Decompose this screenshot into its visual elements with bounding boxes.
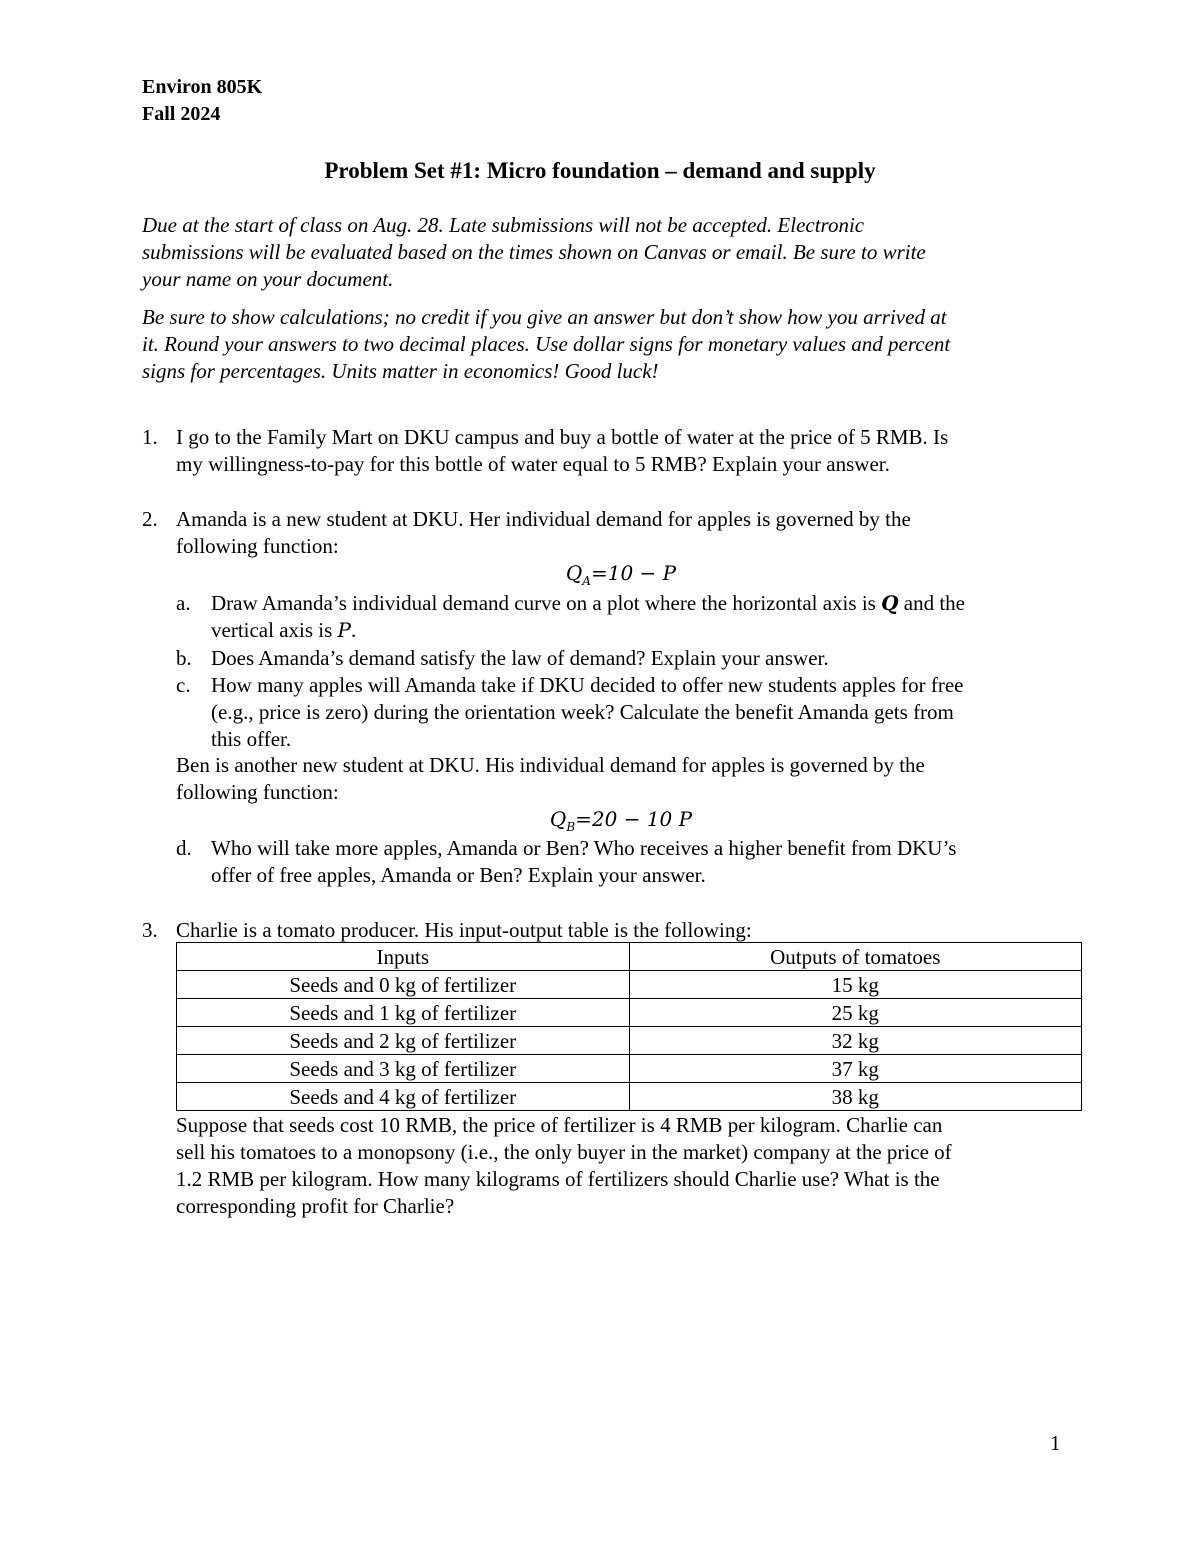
text-line: corresponding profit for Charlie?	[176, 1194, 455, 1218]
text-line: this offer.	[211, 727, 292, 751]
instructions-para-1	[142, 212, 1062, 293]
text-span: vertical axis is	[211, 618, 333, 642]
text-line: sell his tomatoes to a monopsony (i.e., the only buyer in the market) company at the price of	[176, 1140, 952, 1164]
table-header-row	[177, 943, 1082, 971]
text-line: 1.2 RMB per kilogram. How many kilograms of fertilizers should Charlie use? What is the	[176, 1167, 940, 1191]
subquestion-label: d.	[176, 836, 192, 860]
input-output-table	[176, 942, 1082, 1111]
table-row	[177, 999, 1082, 1027]
question-number: 3.	[142, 918, 158, 942]
subquestion-c	[211, 672, 1071, 753]
table-row	[177, 1055, 1082, 1083]
text-line: Who will take more apples, Amanda or Ben? Who receives a higher benefit from DKU’s	[211, 836, 957, 860]
text-line: How many apples will Amanda take if DKU decided to offer new students apples for free	[211, 673, 964, 697]
term: Fall 2024	[142, 103, 221, 125]
table-cell: Seeds and 3 kg of fertilizer	[177, 1055, 630, 1083]
text-line: your name on your document.	[142, 267, 394, 291]
column-header: Outputs of tomatoes	[629, 943, 1082, 971]
table-cell: Seeds and 1 kg of fertilizer	[177, 999, 630, 1027]
text-line: following function:	[176, 534, 339, 558]
text-span: Draw Amanda’s individual demand curve on a plot where the horizontal axis is	[211, 591, 876, 615]
subquestion-d	[211, 835, 1071, 889]
text-line: Be sure to show calculations; no credit if you give an answer but don’t show how you arrived at	[142, 305, 947, 329]
text-line: I go to the Family Mart on DKU campus and buy a bottle of water at the price of 5 RMB. Is	[176, 425, 949, 449]
eq-subscript: A	[582, 574, 591, 588]
ben-intro	[176, 752, 1066, 806]
question-3-followup	[176, 1112, 1066, 1220]
question-text	[176, 506, 1066, 560]
table-cell: 37 kg	[629, 1055, 1082, 1083]
subquestion-a	[211, 590, 1071, 644]
text-line: Due at the start of class on Aug. 28. Late submissions will not be accepted. Electronic	[142, 213, 865, 237]
text-line: Suppose that seeds cost 10 RMB, the price of fertilizer is 4 RMB per kilogram. Charlie can	[176, 1113, 943, 1137]
text-line: offer of free apples, Amanda or Ben? Explain your answer.	[211, 863, 706, 887]
question-text	[176, 424, 1066, 478]
page-title: Problem Set #1: Micro foundation – demand and supply	[324, 158, 876, 183]
question-text: Charlie is a tomato producer. His input-output table is the following:	[176, 918, 752, 942]
text-line: (e.g., price is zero) during the orientation week? Calculate the benefit Amanda gets from	[211, 700, 954, 724]
eq-rhs: =10 − P	[590, 561, 677, 585]
table-cell: 38 kg	[629, 1083, 1082, 1111]
text-line	[211, 617, 1071, 644]
table-cell: 25 kg	[629, 999, 1082, 1027]
subquestion-label: b.	[176, 646, 192, 670]
subquestion-label: a.	[176, 591, 191, 615]
eq-lhs: Q	[549, 807, 567, 831]
table-cell: 32 kg	[629, 1027, 1082, 1055]
page-number: 1	[1050, 1431, 1061, 1455]
table-row	[177, 971, 1082, 999]
text-line: Ben is another new student at DKU. His individual demand for apples is governed by the	[176, 753, 925, 777]
text-span: .	[351, 618, 357, 642]
table-cell: Seeds and 2 kg of fertilizer	[177, 1027, 630, 1055]
column-header: Inputs	[177, 943, 630, 971]
question-number: 1.	[142, 425, 158, 449]
text-line: following function:	[176, 780, 339, 804]
subquestion-b: Does Amanda’s demand satisfy the law of demand? Explain your answer.	[211, 646, 829, 670]
eq-rhs: =20 − 10 P	[575, 807, 693, 831]
table-row	[177, 1083, 1082, 1111]
eq-subscript: B	[566, 820, 576, 834]
text-span: and the	[903, 591, 965, 615]
table-row	[177, 1027, 1082, 1055]
math-variable: P	[337, 618, 352, 642]
instructions-para-2	[142, 304, 1062, 385]
text-line: signs for percentages. Units matter in economics! Good luck!	[142, 359, 659, 383]
text-line: it. Round your answers to two decimal places. Use dollar signs for monetary values and percent	[142, 332, 951, 356]
text-line	[211, 590, 1071, 617]
table-cell: 15 kg	[629, 971, 1082, 999]
subquestion-label: c.	[176, 673, 191, 697]
table-cell: Seeds and 4 kg of fertilizer	[177, 1083, 630, 1111]
question-number: 2.	[142, 507, 158, 531]
text-line: Amanda is a new student at DKU. Her individual demand for apples is governed by the	[176, 507, 911, 531]
text-line: submissions will be evaluated based on the times shown on Canvas or email. Be sure to write	[142, 240, 926, 264]
table-cell: Seeds and 0 kg of fertilizer	[177, 971, 630, 999]
math-variable: Q	[881, 591, 899, 615]
course-code: Environ 805K	[142, 76, 263, 98]
text-line: my willingness-to-pay for this bottle of water equal to 5 RMB? Explain your answer.	[176, 452, 890, 476]
eq-lhs: Q	[565, 561, 583, 585]
